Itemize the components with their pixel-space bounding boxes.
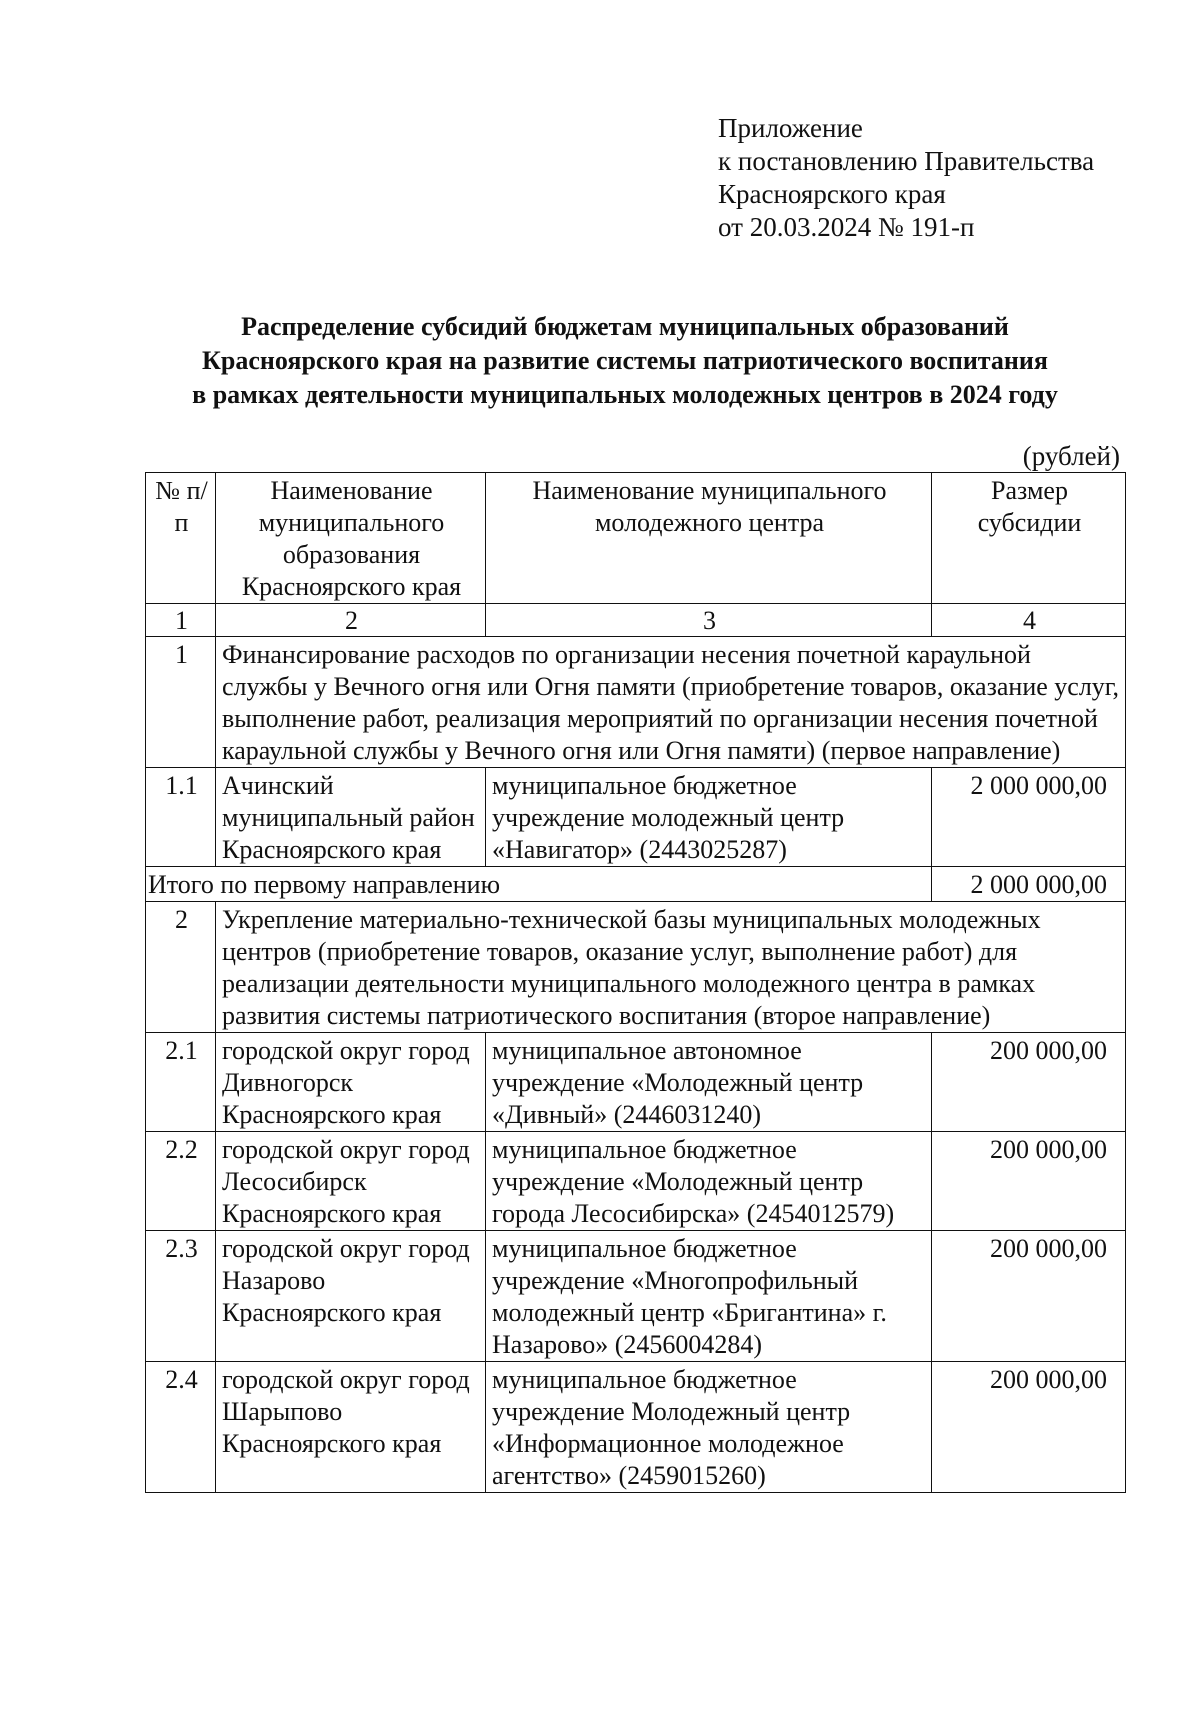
section-1-row [146,637,1126,768]
column-numbers-row [146,604,1126,637]
row-municipality: городской округ город Дивногорск Красноярского края [216,1033,486,1132]
row-amount: 200 000,00 [932,1362,1126,1493]
section-2-number: 2 [146,902,216,1033]
table-row [146,768,1126,867]
document-title [120,310,1130,412]
row-amount: 200 000,00 [932,1033,1126,1132]
section-1-number: 1 [146,637,216,768]
row-number: 2.1 [146,1033,216,1132]
header-number: № п/п [146,473,216,604]
appendix-line-3: Красноярского края [718,179,946,209]
row-center: муниципальное автономное учреждение «Молодежный центр «Дивный» (2446031240) [486,1033,932,1132]
row-municipality: городской округ город Лесосибирск Красноярского края [216,1132,486,1231]
row-center: муниципальное бюджетное учреждение молодежный центр «Навигатор» (2443025287) [486,768,932,867]
header-center: Наименование муниципального молодежного центра [486,473,932,604]
row-center: муниципальное бюджетное учреждение «Молодежный центр города Лесосибирска» (2454012579) [486,1132,932,1231]
header-amount: Размер субсидии [932,473,1126,604]
subsidy-table [145,472,1126,1493]
row-center: муниципальное бюджетное учреждение «Многопрофильный молодежный центр «Бригантина» г. Назарово» (2456004284) [486,1231,932,1362]
units-label: (рублей) [1022,441,1120,471]
appendix-line-4: от 20.03.2024 № 191-п [718,212,975,242]
title-line-1: Распределение субсидий бюджетам муниципальных образований [241,312,1009,341]
appendix-line-2: к постановлению Правительства [718,146,1095,176]
section-1-title: Финансирование расходов по организации несения почетной караульной службы у Вечного огня или Огня памяти (приобретение товаров, оказание услуг, выполнение работ, реализация мероприятий по организации несения почетной караульной службы у Вечного огня или Огня памяти) (первое направление) [216,637,1126,768]
section-2-title: Укрепление материально-технической базы муниципальных молодежных центров (приобретение товаров, оказание услуг, выполнение работ) для реализации деятельности муниципального молодежного центра в рамках развития системы патриотического воспитания (второе направление) [216,902,1126,1033]
column-number: 2 [216,604,486,637]
title-line-3: в рамках деятельности муниципальных молодежных центров в 2024 году [192,380,1058,409]
section-1-total-label: Итого по первому направлению [146,867,932,902]
table-row [146,1132,1126,1231]
row-number: 1.1 [146,768,216,867]
row-number: 2.2 [146,1132,216,1231]
column-number: 3 [486,604,932,637]
row-number: 2.4 [146,1362,216,1493]
appendix-block [718,112,1094,244]
header-municipality: Наименование муниципального образования Красноярского края [216,473,486,604]
table-row [146,1362,1126,1493]
column-number: 4 [932,604,1126,637]
section-1-total-row [146,867,1126,902]
row-municipality: Ачинский муниципальный район Красноярского края [216,768,486,867]
title-line-2: Красноярского края на развитие системы патриотического воспитания [202,346,1048,375]
section-2-row [146,902,1126,1033]
appendix-line-1: Приложение [718,113,863,143]
table-row [146,1033,1126,1132]
row-amount: 200 000,00 [932,1231,1126,1362]
section-1-total-amount: 2 000 000,00 [932,867,1126,902]
row-municipality: городской округ город Назарово Красноярского края [216,1231,486,1362]
row-amount: 2 000 000,00 [932,768,1126,867]
column-number: 1 [146,604,216,637]
row-amount: 200 000,00 [932,1132,1126,1231]
table-header-row [146,473,1126,604]
row-center: муниципальное бюджетное учреждение Молодежный центр «Информационное молодежное агентство» (2459015260) [486,1362,932,1493]
row-number: 2.3 [146,1231,216,1362]
table-row [146,1231,1126,1362]
row-municipality: городской округ город Шарыпово Красноярского края [216,1362,486,1493]
